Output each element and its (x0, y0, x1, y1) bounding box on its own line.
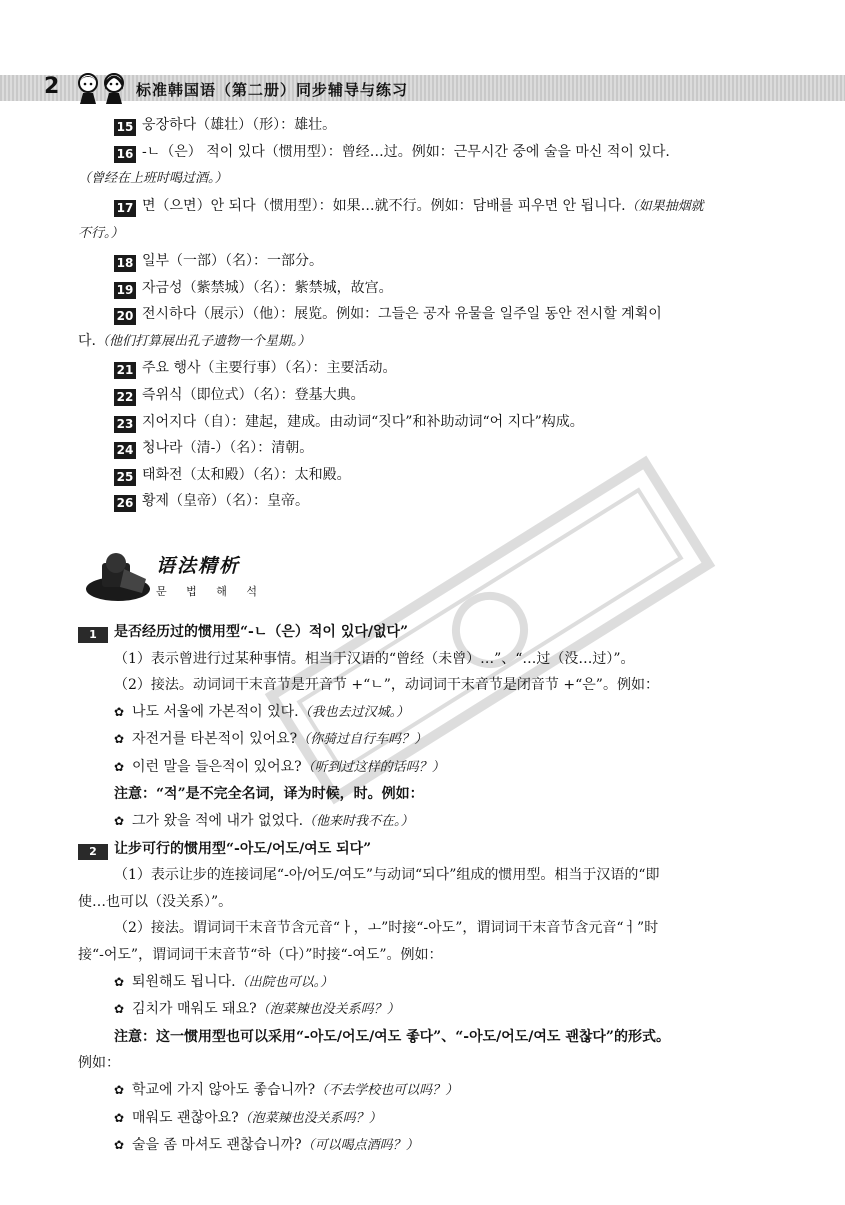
vocab-item (78, 193, 790, 221)
grammar-note: 注意：这一惯用型也可以采用“-아도/어도/여도 좋다”、“-아도/어도/여도 괜찮다”的形式。 (114, 1028, 670, 1045)
vocab-number: 17 (114, 200, 136, 217)
example-item (78, 754, 790, 782)
example-korean: 김치가 매워도 돼요? (132, 1001, 257, 1018)
grammar-paragraph-cont: 使…也可以（没关系）”。 (78, 893, 233, 910)
page-content (78, 112, 790, 1160)
vocab-text: 황제（皇帝）（名）：皇帝。 (142, 493, 310, 510)
vocab-text: 일부（一部）（名）：一部分。 (142, 252, 324, 269)
example-translation: （出院也可以。） (235, 974, 334, 990)
vocab-text: 면（으면）안 되다（惯用型）：如果…就不行。例如：담배를 피우면 안 됩니다. (142, 197, 626, 214)
vocab-item (78, 409, 790, 436)
grammar-title: 是否经历过的惯用型“-ㄴ（은）적이 있다/없다” (114, 623, 409, 640)
example-item (78, 996, 790, 1024)
vocab-text: 주요 행사（主要行事）（名）：主要活动。 (142, 360, 397, 377)
flower-bullet-icon: ✿ (114, 1138, 125, 1153)
vocab-number: 22 (114, 389, 136, 406)
vocab-text: 태화전（太和殿）（名）：太和殿。 (142, 466, 351, 483)
vocab-translation: （他们打算展出孔子遗物一个星期。） (95, 333, 311, 349)
grammar-paragraph: （2）接法。谓词词干末音节含元音“ㅏ，ㅗ”时接“-아도”，谓词词干末音节含元音“ㅓ”时 (114, 920, 659, 937)
vocab-item (78, 301, 790, 328)
vocab-translation: （如果抽烟就 (625, 198, 704, 214)
book-title: 标准韩国语（第二册）同步辅导与练习 (136, 81, 409, 99)
grammar-heading (78, 619, 790, 646)
example-item (78, 1132, 790, 1160)
vocab-item (78, 462, 790, 489)
vocab-number: 25 (114, 469, 136, 486)
example-item (78, 969, 790, 997)
flower-bullet-icon: ✿ (114, 704, 125, 719)
example-korean: 학교에 가지 않아도 좋습니까? (132, 1082, 316, 1098)
flower-bullet-icon: ✿ (114, 1002, 125, 1017)
vocab-number: 23 (114, 416, 136, 433)
example-korean: 그가 왔을 적에 내가 없었다. (132, 813, 304, 830)
example-translation: （泡菜辣也没关系吗？） (238, 1110, 382, 1126)
vocab-item (78, 435, 790, 462)
vocab-number: 21 (114, 362, 136, 379)
example-translation: （你骑过自行车吗？） (297, 732, 428, 748)
grammar-note-cont: 例如： (78, 1055, 120, 1072)
section-title: 语法精析 (156, 554, 241, 577)
vocab-continuation (78, 220, 790, 248)
grammar-paragraph: （1）表示让步的连接词尾“-아/어도/여도”与动词“되다”组成的惯用型。相当于汉语的“即 (114, 867, 660, 884)
example-korean: 자전거를 타본적이 있어요? (132, 731, 298, 748)
example-translation: （他来时我不在。） (303, 814, 414, 830)
flower-bullet-icon: ✿ (114, 1110, 125, 1125)
vocab-number: 24 (114, 442, 136, 459)
section-banner-icon (84, 549, 158, 605)
section-banner (78, 523, 790, 619)
vocab-item (78, 248, 790, 275)
flower-bullet-icon: ✿ (114, 1083, 125, 1097)
vocab-text: 자금성（紫禁城）（名）：紫禁城，故宫。 (142, 279, 393, 296)
example-item (78, 808, 790, 836)
example-item (78, 699, 790, 727)
example-translation: （听到过这样的话吗？） (301, 759, 445, 775)
vocab-item (78, 355, 790, 382)
section-subtitle: 문 법 해 석 (156, 584, 265, 598)
grammar-number: 1 (78, 627, 108, 643)
grammar-note: 注意：“적”是不完全名词，译为时候，时。例如： (114, 786, 424, 803)
vocab-continuation (78, 328, 790, 356)
grammar-number: 2 (78, 844, 108, 860)
flower-bullet-icon: ✿ (114, 732, 125, 747)
vocab-number: 16 (114, 146, 136, 163)
grammar-paragraph: （1）表示曾进行过某种事情。相当于汉语的“曾经（未曾）…”、“…过（没…过）”。 (114, 650, 635, 667)
vocab-text: 즉위식（即位式）（名）：登基大典。 (142, 386, 365, 403)
example-item (78, 1077, 790, 1105)
example-translation: （泡菜辣也没关系吗？） (256, 1002, 400, 1018)
example-korean: 매워도 괜찮아요? (132, 1109, 239, 1126)
example-translation: （可以喝点酒吗？） (301, 1138, 419, 1154)
grammar-title: 让步可行的惯用型“-아도/어도/여도 되다” (114, 840, 372, 857)
example-korean: 술을 좀 마셔도 괜찮습니까? (132, 1137, 302, 1154)
vocab-translation-cont: 不行。） (78, 226, 124, 242)
grammar-paragraph: （2）接法。动词词干末音节是开音节 +“ㄴ”，动词词干末音节是闭音节 +“은”。例如： (114, 677, 659, 694)
vocab-text: 전시하다（展示）（他）：展览。例如：그들은 공자 유물을 일주일 동안 전시할 계획이 (142, 306, 662, 323)
example-item (78, 726, 790, 754)
grammar-heading (78, 836, 790, 863)
vocab-item (78, 139, 790, 166)
flower-bullet-icon: ✿ (114, 814, 125, 829)
example-item (78, 1105, 790, 1133)
vocab-item (78, 382, 790, 409)
vocab-number: 26 (114, 495, 136, 512)
vocab-text: 청나라（清-）（名）：清朝。 (142, 440, 314, 457)
example-korean: 이런 말을 들은적이 있어요? (132, 758, 302, 775)
example-korean: 퇴원해도 됩니다. (132, 973, 236, 990)
vocab-item (78, 488, 790, 515)
example-korean: 나도 서울에 가본적이 있다. (132, 703, 299, 720)
vocab-item (78, 275, 790, 302)
vocab-text-cont: 다. (78, 332, 96, 349)
vocab-number: 18 (114, 255, 136, 272)
example-translation: （不去学校也可以吗？） (315, 1083, 459, 1098)
flower-bullet-icon: ✿ (114, 759, 125, 774)
vocab-text: -ㄴ（은） 적이 있다（惯用型）：曾经…过。例如：근무시간 중에 술을 마신 적이 있다. (142, 143, 670, 160)
vocab-continuation (78, 165, 790, 193)
vocab-number: 19 (114, 282, 136, 299)
vocab-item (78, 112, 790, 139)
vocab-text: 지어지다（自）：建起，建成。由动词“짓다”和补助动词“어 지다”构成。 (142, 413, 584, 430)
vocab-text: 웅장하다（雄壮）（形）：雄壮。 (142, 117, 337, 133)
vocab-number: 15 (114, 119, 136, 136)
vocab-translation: （曾经在上班时喝过酒。） (78, 171, 228, 187)
example-translation: （我也去过汉城。） (298, 704, 410, 720)
page-number: 2 (44, 74, 60, 99)
grammar-paragraph-cont: 接“-어도”，谓词词干末音节“하（다）”时接“-여도”。例如： (78, 947, 443, 964)
vocab-number: 20 (114, 308, 136, 325)
mascot-icon (74, 70, 130, 104)
flower-bullet-icon: ✿ (114, 974, 125, 989)
